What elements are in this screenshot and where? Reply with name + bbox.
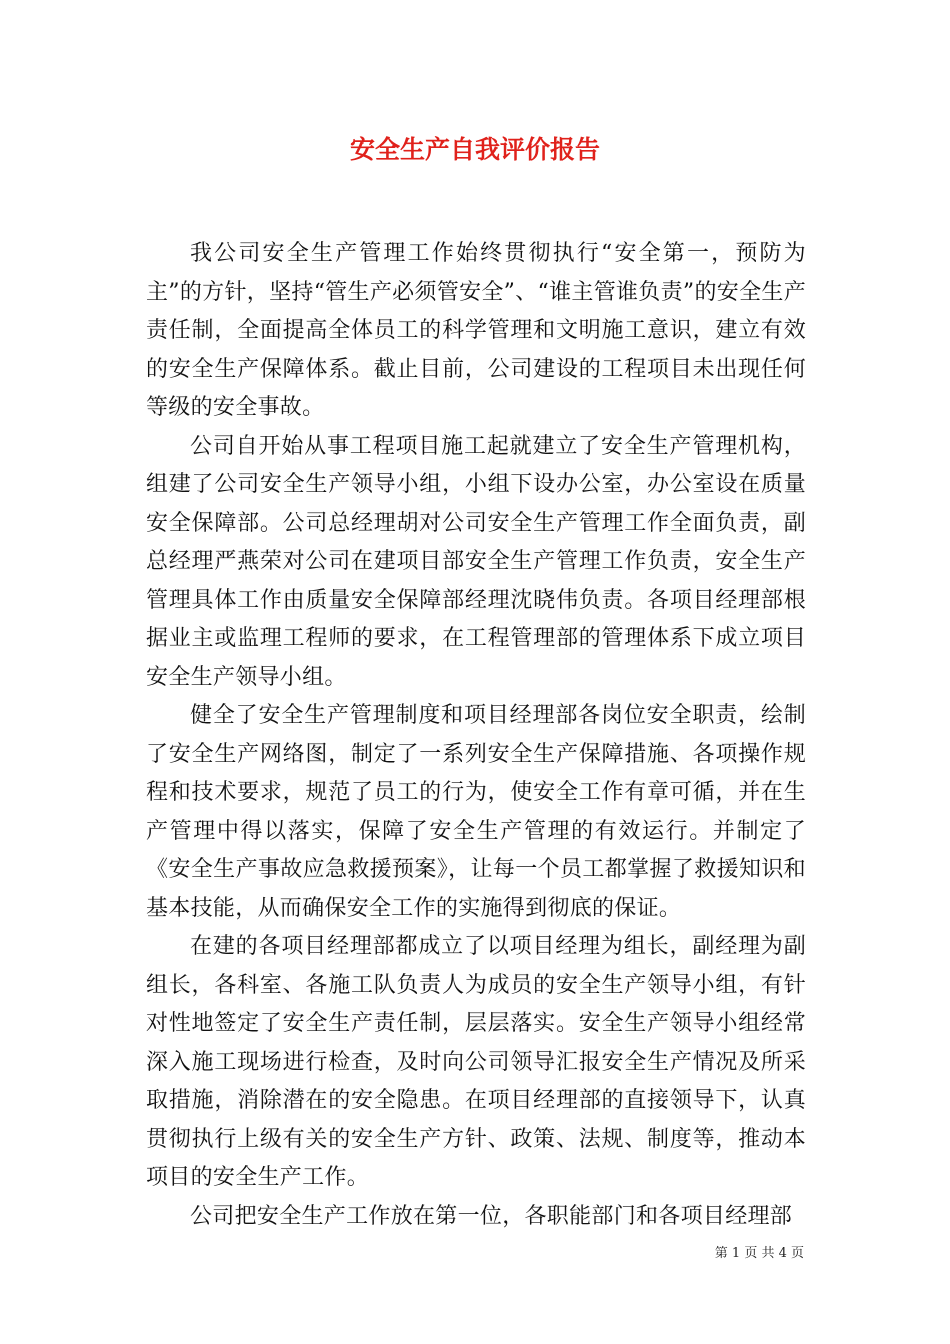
page-number-footer: 第 1 页 共 4 页 xyxy=(714,1246,804,1261)
paragraph-3: 健全了安全生产管理制度和项目经理部各岗位安全职责，绘制了安全生产网络图，制定了一系列安全生产保障措施、各项操作规程和技术要求，规范了员工的行为，使安全工作有章可循，并在生产管理中得以落实，保障了安全生产管理的有效运行。并制定了《安全生产事故应急救援预案》，让每一个员工都掌握了救援知识和基本技能，从而确保安全工作的实施得到彻底的保证。 xyxy=(146,703,806,921)
document-title: 安全生产自我评价报告 xyxy=(349,135,600,164)
paragraph-5: 公司把安全生产工作放在第一位，各职能部门和各项目经理部 xyxy=(190,1203,793,1229)
paragraph-1: 我公司安全生产管理工作始终贯彻执行“安全第一，预防为主”的方针，坚持“管生产必须管安全”、“谁主管谁负责”的安全生产责任制，全面提高全体员工的科学管理和文明施工意识，建立有效的安全生产保障体系。截止目前，公司建设的工程项目未出现任何等级的安全事故。 xyxy=(146,241,806,420)
paragraph-4: 在建的各项目经理部都成立了以项目经理为组长，副经理为副组长，各科室、各施工队负责人为成员的安全生产领导小组，有针对性地签定了安全生产责任制，层层落实。安全生产领导小组经常深入施工现场进行检查，及时向公司领导汇报安全生产情况及所采取措施，消除潜在的安全隐患。在项目经理部的直接领导下，认真贯彻执行上级有关的安全生产方针、政策、法规、制度等，推动本项目的安全生产工作。 xyxy=(146,934,806,1190)
document-body xyxy=(146,235,806,1236)
paragraph-2: 公司自开始从事工程项目施工起就建立了安全生产管理机构，组建了公司安全生产领导小组，小组下设办公室，办公室设在质量安全保障部。公司总经理胡对公司安全生产管理工作全面负责，副总经理严燕荣对公司在建项目部安全生产管理工作负责，安全生产管理具体工作由质量安全保障部经理沈晓伟负责。各项目经理部根据业主或监理工程师的要求，在工程管理部的管理体系下成立项目安全生产领导小组。 xyxy=(146,433,806,690)
